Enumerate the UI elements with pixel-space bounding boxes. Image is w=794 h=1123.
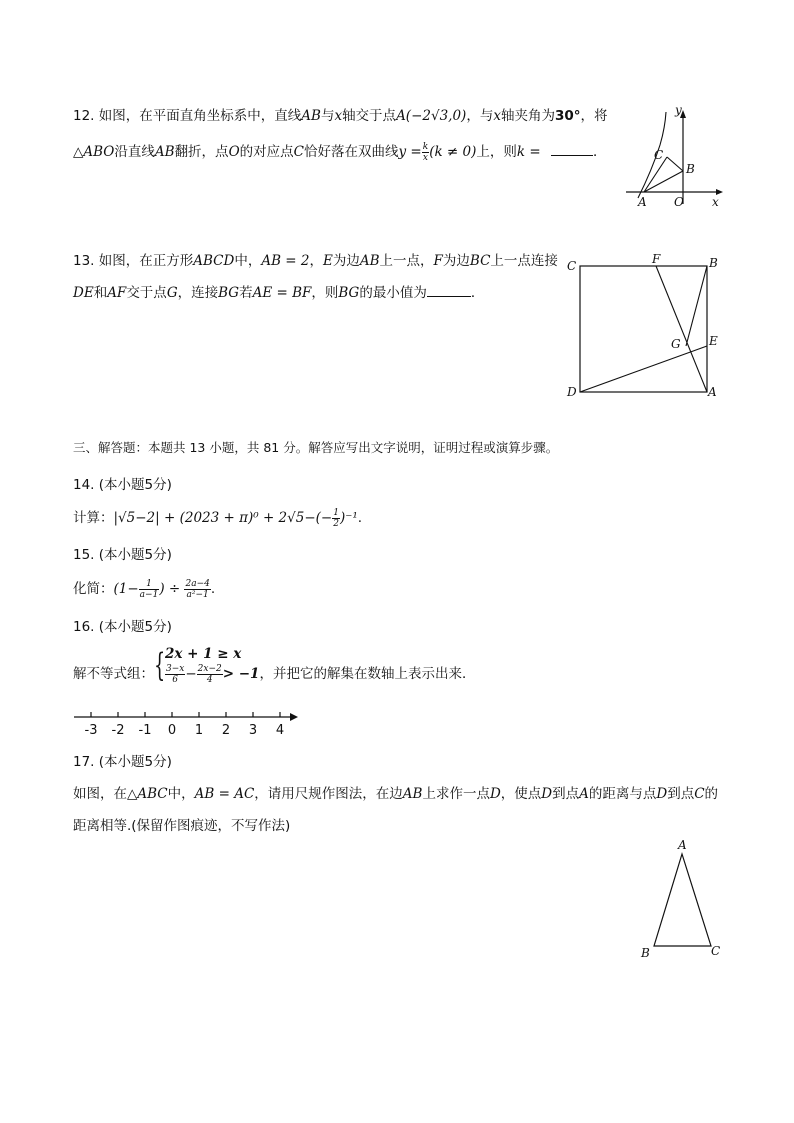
q13-text: ．: [470, 285, 485, 301]
q17-math: AB = AC: [194, 786, 255, 802]
frac-num: 2x−2: [197, 663, 222, 674]
q13-text: 的最小值为: [359, 285, 427, 301]
q12-text: ，将: [580, 108, 608, 124]
q12-line-ac: [644, 157, 667, 192]
q17-text: ，请用尺规作图法，在边: [254, 786, 403, 802]
q13-label-c: C: [567, 259, 577, 273]
q12-text: 沿直线: [114, 144, 155, 160]
q17-line2: 距离相等.(保留作图痕迹，不写作法): [73, 818, 291, 834]
q13-label-b: B: [709, 256, 718, 270]
q13-line1: [73, 249, 558, 269]
q13-answer-blank[interactable]: [427, 282, 471, 297]
q15-body: [73, 577, 215, 600]
q17-math: AB: [402, 786, 423, 802]
q13-math: BC: [469, 253, 491, 269]
q15-expression: (1−: [113, 581, 139, 597]
q14-heading: 14. (本小题5分): [73, 477, 172, 493]
q13-text: 为边: [442, 253, 470, 269]
q17-text: 的距离与点: [588, 786, 657, 802]
q17-text: ，使点: [500, 786, 542, 802]
q13-text: 若: [239, 285, 253, 301]
q13-math: F: [433, 253, 443, 269]
q12-math: AB: [154, 144, 175, 160]
q12-text: 轴交于点: [342, 108, 397, 124]
number-line-arrow: [290, 713, 298, 721]
number-line-tick-label: -3: [84, 723, 98, 738]
q12-text: △: [73, 144, 84, 160]
frac-den: a²−1: [186, 589, 209, 600]
number-line-tick-label: -2: [111, 723, 125, 738]
q12-text: ，与: [466, 108, 494, 124]
q12-math: x: [493, 108, 501, 124]
q14-expression: )⁻¹: [339, 510, 358, 526]
q12-text: 翻折，点: [174, 144, 229, 160]
q13-math: AE = BF: [252, 285, 312, 301]
q14-text: .: [357, 510, 363, 526]
q13-figure: [560, 250, 730, 405]
number-line-tick-label: 1: [194, 723, 204, 738]
q13-math: E: [323, 253, 333, 269]
q16-brace: {: [154, 646, 166, 684]
q12-point-a-coord: A(−2√3,0): [396, 108, 467, 124]
q13-label-d: D: [567, 385, 577, 399]
q12-math: C: [293, 144, 304, 160]
q13-math: AB = 2: [261, 253, 310, 269]
q12-label-a: A: [638, 195, 647, 209]
q15-text: .: [210, 581, 216, 597]
q12-math: y =: [398, 144, 422, 160]
q17-math: C: [694, 786, 705, 802]
q13-label-e: E: [709, 334, 718, 348]
q13-math: AB: [359, 253, 380, 269]
q17-text: 如图，在: [73, 786, 127, 802]
frac-num: 1: [333, 507, 339, 518]
q13-math: BG: [338, 285, 360, 301]
q17-math: D: [541, 786, 553, 802]
q13-text: 上一点，: [379, 253, 434, 269]
q17-figure: [636, 836, 726, 966]
number-line-tick-label: -1: [138, 723, 152, 738]
q17-text: 到点: [552, 786, 580, 802]
q16-text: 解不等式组：: [73, 666, 154, 682]
q15-fraction-2: [184, 579, 210, 600]
q17-label-c: C: [711, 944, 721, 958]
number-line-tick-label: 2: [221, 723, 231, 738]
q13-text: 上一点连接: [490, 253, 558, 269]
q17-math: D: [489, 786, 501, 802]
q16-text: ，并把它的解集在数轴上表示出来．: [259, 666, 476, 682]
q13-line2: [73, 281, 484, 301]
q12-math: x: [334, 108, 343, 124]
q13-text: 中，: [234, 253, 262, 269]
q15-heading: 15. (本小题5分): [73, 547, 172, 563]
q12-math: ABO: [83, 144, 115, 160]
q13-label-a: A: [708, 385, 717, 399]
q12-answer-blank[interactable]: [551, 141, 593, 156]
q17-triangle: [654, 854, 711, 946]
q17-text: 到点: [667, 786, 695, 802]
q12-text: 轴夹角为: [500, 108, 555, 124]
q12-label-y: y: [675, 103, 682, 117]
q14-expression: |√5−2| + (2023 + π)⁰ + 2√5−(−: [113, 510, 333, 526]
q14-text: 计算：: [73, 510, 114, 526]
q12-text: 上，则: [476, 144, 517, 160]
q13-label-g: G: [671, 337, 681, 351]
q12-label-x: x: [712, 195, 719, 209]
q17-math: D: [656, 786, 668, 802]
q12-line-cb: [667, 157, 683, 171]
q12-label-o: O: [674, 195, 684, 209]
q12-line-ab: [644, 171, 683, 192]
q12-label-c: C: [654, 148, 664, 162]
frac-den: 4: [206, 674, 213, 685]
frac-num: 2a−4: [185, 578, 210, 589]
q13-text: 为边: [332, 253, 360, 269]
frac-den: a−1: [139, 589, 159, 600]
q12-text: ．: [592, 144, 607, 160]
q17-heading: 17. (本小题5分): [73, 754, 172, 770]
q16-fraction-2: [197, 664, 223, 685]
q14-body: [73, 506, 362, 529]
frac-den: 6: [172, 674, 179, 685]
q12-text: 的对应点: [239, 144, 294, 160]
q13-text: ，则: [311, 285, 339, 301]
q17-text: 的: [704, 786, 719, 802]
q13-square: [580, 266, 707, 392]
q15-fraction-1: [139, 579, 160, 600]
q13-text: 和: [93, 285, 108, 301]
q12-line2: [73, 140, 606, 163]
q15-text: 化简：: [73, 581, 114, 597]
q12-text: 12. 如图，在平面直角坐标系中，直线: [73, 108, 302, 124]
q12-angle: 30°: [554, 108, 581, 124]
q14-fraction: [332, 508, 340, 529]
q13-text: 交于点: [126, 285, 167, 301]
q12-math: O: [228, 144, 240, 160]
frac-num: 3−x: [166, 663, 185, 674]
number-line-tick-label: 0: [167, 723, 177, 738]
q16-rhs: > −1: [222, 666, 260, 682]
frac-num: k: [422, 141, 429, 152]
q17-math: △ABC: [127, 786, 168, 802]
q13-math: BG: [218, 285, 240, 301]
q13-line-fa: [656, 266, 707, 392]
q13-math: G: [166, 285, 178, 301]
q13-label-f: F: [652, 252, 661, 266]
q13-math: ABCD: [193, 253, 235, 269]
q12-math: k =: [516, 144, 541, 160]
q17-label-b: B: [641, 946, 650, 960]
q16-number-line: [70, 704, 306, 740]
q12-line1: [73, 104, 608, 124]
q16-fraction-1: [165, 664, 185, 685]
q17-line1: [73, 782, 718, 802]
q12-text: 恰好落在双曲线: [303, 144, 399, 160]
q13-text: ，: [309, 253, 323, 269]
frac-den: 2: [333, 518, 339, 529]
q12-math: AB: [301, 108, 321, 124]
q16-inequality-1: 2x + 1 ≥ x: [165, 646, 242, 662]
q12-math: (k ≠ 0): [429, 144, 477, 160]
q12-text: 与: [320, 108, 335, 124]
q16-heading: 16. (本小题5分): [73, 619, 172, 635]
frac-den: x: [422, 152, 428, 163]
q17-text: 中，: [167, 786, 195, 802]
q16-minus: −: [185, 666, 197, 682]
section-3-heading: 三、解答题：本题共 13 小题，共 81 分。解答应写出文字说明，证明过程或演算步骤。: [73, 440, 559, 455]
number-line-tick-label: 3: [248, 723, 258, 738]
number-line-tick-label: 4: [275, 723, 285, 738]
q13-math: DE: [73, 285, 94, 301]
q15-expression: ) ÷: [159, 581, 185, 597]
q13-text: 13. 如图，在正方形: [73, 253, 194, 269]
q17-label-a: A: [678, 838, 687, 852]
q16-inequality-2: [165, 662, 475, 685]
q13-text: ，连接: [177, 285, 219, 301]
q13-line-gb: [686, 266, 707, 346]
frac-num: 1: [139, 579, 160, 590]
q12-figure: [620, 100, 730, 210]
q17-math: A: [579, 786, 589, 802]
q12-label-b: B: [686, 162, 695, 176]
q13-line-de: [580, 346, 707, 392]
q13-math: AF: [107, 285, 127, 301]
q17-text: 上求作一点: [422, 786, 490, 802]
